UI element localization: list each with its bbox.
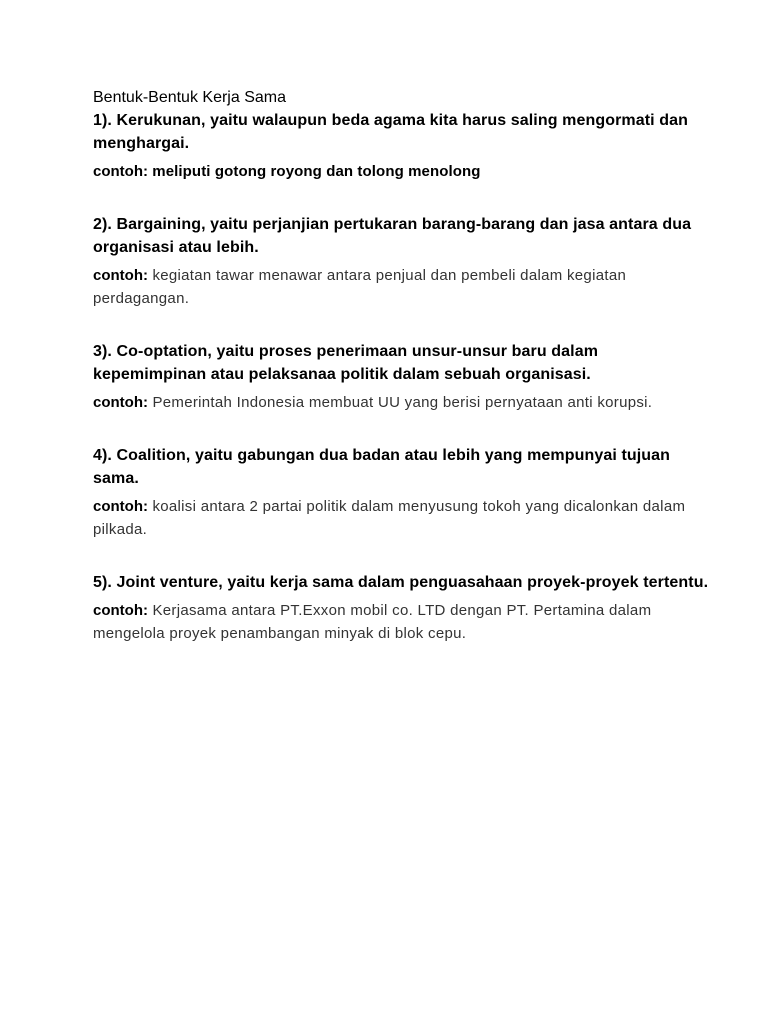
item-heading: 2). Bargaining, yaitu perjanjian pertukaran barang-barang dan jasa antara dua organisasi atau lebih. (93, 216, 692, 256)
list-item (93, 109, 713, 183)
example-label: contoh: (93, 267, 148, 284)
example-label: contoh: (93, 498, 148, 515)
item-example (93, 264, 713, 310)
list-item (93, 213, 713, 310)
example-label: contoh: (93, 163, 148, 180)
example-text: koalisi antara 2 partai politik dalam menyusung tokoh yang dicalonkan dalam pilkada. (93, 498, 686, 538)
item-example (93, 599, 713, 645)
list-item (93, 340, 713, 414)
example-label: contoh: (93, 602, 148, 619)
item-heading: 4). Coalition, yaitu gabungan dua badan atau lebih yang mempunyai tujuan sama. (93, 447, 671, 487)
document-title: Bentuk-Bentuk Kerja Sama (93, 89, 286, 106)
list-item (93, 571, 713, 645)
item-heading: 5). Joint venture, yaitu kerja sama dalam penguasahaan proyek-proyek tertentu. (93, 574, 709, 591)
item-heading: 1). Kerukunan, yaitu walaupun beda agama kita harus saling mengormati dan menghargai. (93, 112, 688, 152)
item-heading: 3). Co-optation, yaitu proses penerimaan unsur-unsur baru dalam kepemimpinan atau pelaksanaa politik dalam sebuah organisasi. (93, 343, 599, 383)
item-example (93, 495, 713, 541)
example-text: Kerjasama antara PT.Exxon mobil co. LTD dengan PT. Pertamina dalam mengelola proyek penambangan minyak di blok cepu. (93, 602, 652, 642)
document-page (93, 86, 713, 645)
example-text: meliputi gotong royong dan tolong menolong (147, 163, 481, 180)
example-text: kegiatan tawar menawar antara penjual dan pembeli dalam kegiatan perdagangan. (93, 267, 627, 307)
item-example (93, 160, 713, 183)
item-example (93, 391, 713, 414)
example-label: contoh: (93, 394, 148, 411)
list-item (93, 444, 713, 541)
example-text: Pemerintah Indonesia membuat UU yang berisi pernyataan anti korupsi. (147, 394, 653, 411)
